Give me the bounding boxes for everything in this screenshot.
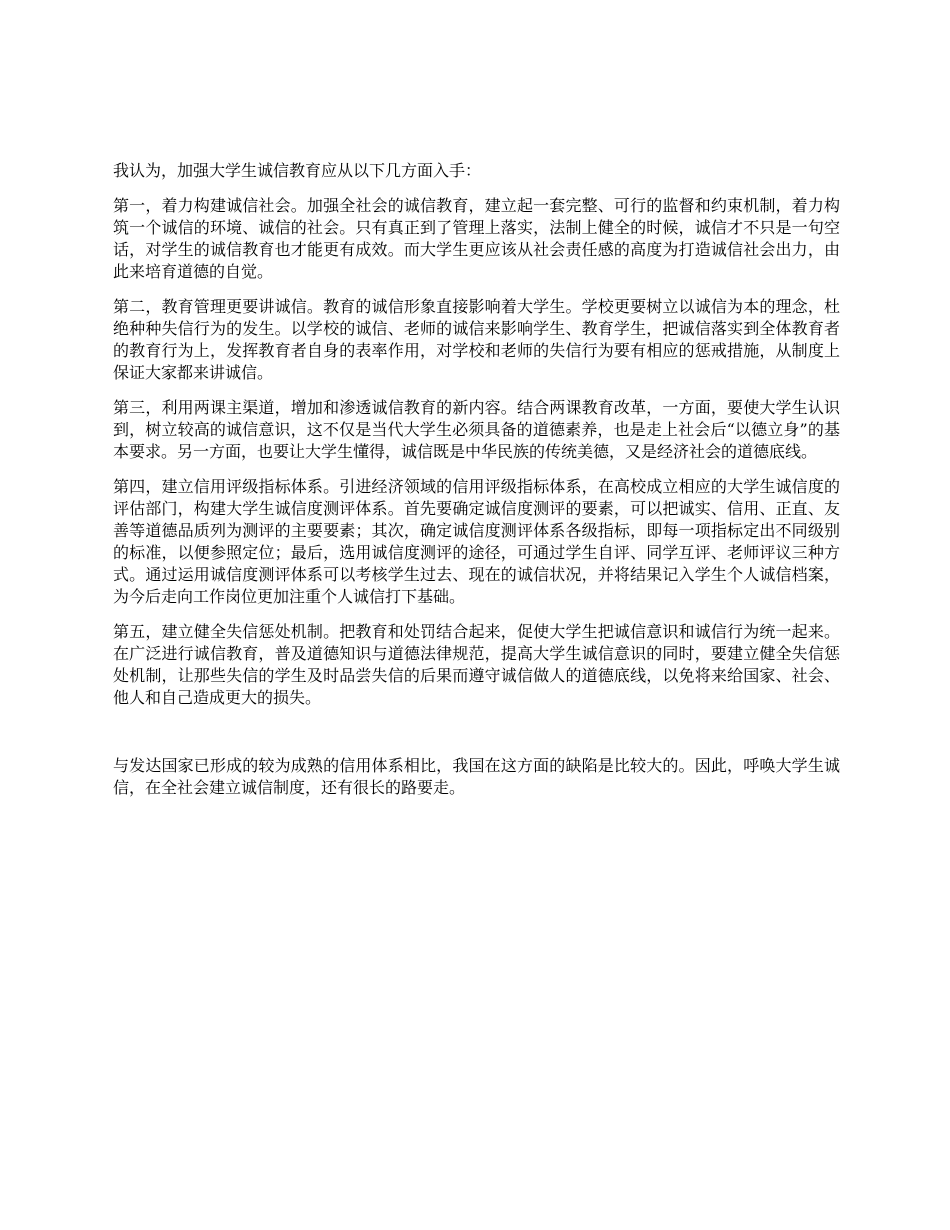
point-paragraph-5: 第五，建立健全失信惩处机制。把教育和处罚结合起来，促使大学生把诚信意识和诚信行为统一起来。在广泛进行诚信教育，普及道德知识与道德法律规范，提高大学生诚信意识的同时，要建立健全失信惩处机制，让那些失信的学生及时品尝失信的后果而遵守诚信做人的道德底线，以免将来给国家、社会、他人和自己造成更大的损失。 xyxy=(113,622,840,707)
document-body xyxy=(113,160,840,812)
intro-paragraph: 我认为，加强大学生诚信教育应从以下几方面入手： xyxy=(113,161,482,180)
conclusion-paragraph: 与发达国家已形成的较为成熟的信用体系相比，我国在这方面的缺陷是比较大的。因此，呼唤大学生诚信，在全社会建立诚信制度，还有很长的路要走。 xyxy=(113,756,840,797)
point-paragraph-3: 第三，利用两课主渠道，增加和渗透诚信教育的新内容。结合两课教育改革，一方面，要使大学生认识到，树立较高的诚信意识，这不仅是当代大学生必须具备的道德素养，也是走上社会后“以德立身”的基本要求。另一方面，也要让大学生懂得，诚信既是中华民族的传统美德，又是经济社会的道德底线。 xyxy=(113,398,840,461)
point-paragraph-4: 第四，建立信用评级指标体系。引进经济领域的信用评级指标体系，在高校成立相应的大学生诚信度的评估部门，构建大学生诚信度测评体系。首先要确定诚信度测评的要素，可以把诚实、信用、正直、友善等道德品质列为测评的主要要素；其次，确定诚信度测评体系各级指标，即每一项指标定出不同级别的标准，以便参照定位；最后，选用诚信度测评的途径，可通过学生自评、同学互评、老师评议三种方式。通过运用诚信度测评体系可以考核学生过去、现在的诚信状况，并将结果记入学生个人诚信档案，为今后走向工作岗位更加注重个人诚信打下基础。 xyxy=(113,477,840,606)
point-paragraph-1: 第一，着力构建诚信社会。加强全社会的诚信教育，建立起一套完整、可行的监督和约束机制，着力构筑一个诚信的环境、诚信的社会。只有真正到了管理上落实，法制上健全的时候，诚信才不只是一句空话，对学生的诚信教育也才能更有成效。而大学生更应该从社会责任感的高度为打造诚信社会出力，由此来培育道德的自觉。 xyxy=(113,196,840,281)
point-paragraph-2: 第二，教育管理更要讲诚信。教育的诚信形象直接影响着大学生。学校更要树立以诚信为本的理念，杜绝种种失信行为的发生。以学校的诚信、老师的诚信来影响学生、教育学生，把诚信落实到全体教育者的教育行为上，发挥教育者自身的表率作用，对学校和老师的失信行为要有相应的惩戒措施，从制度上保证大家都来讲诚信。 xyxy=(113,297,840,382)
